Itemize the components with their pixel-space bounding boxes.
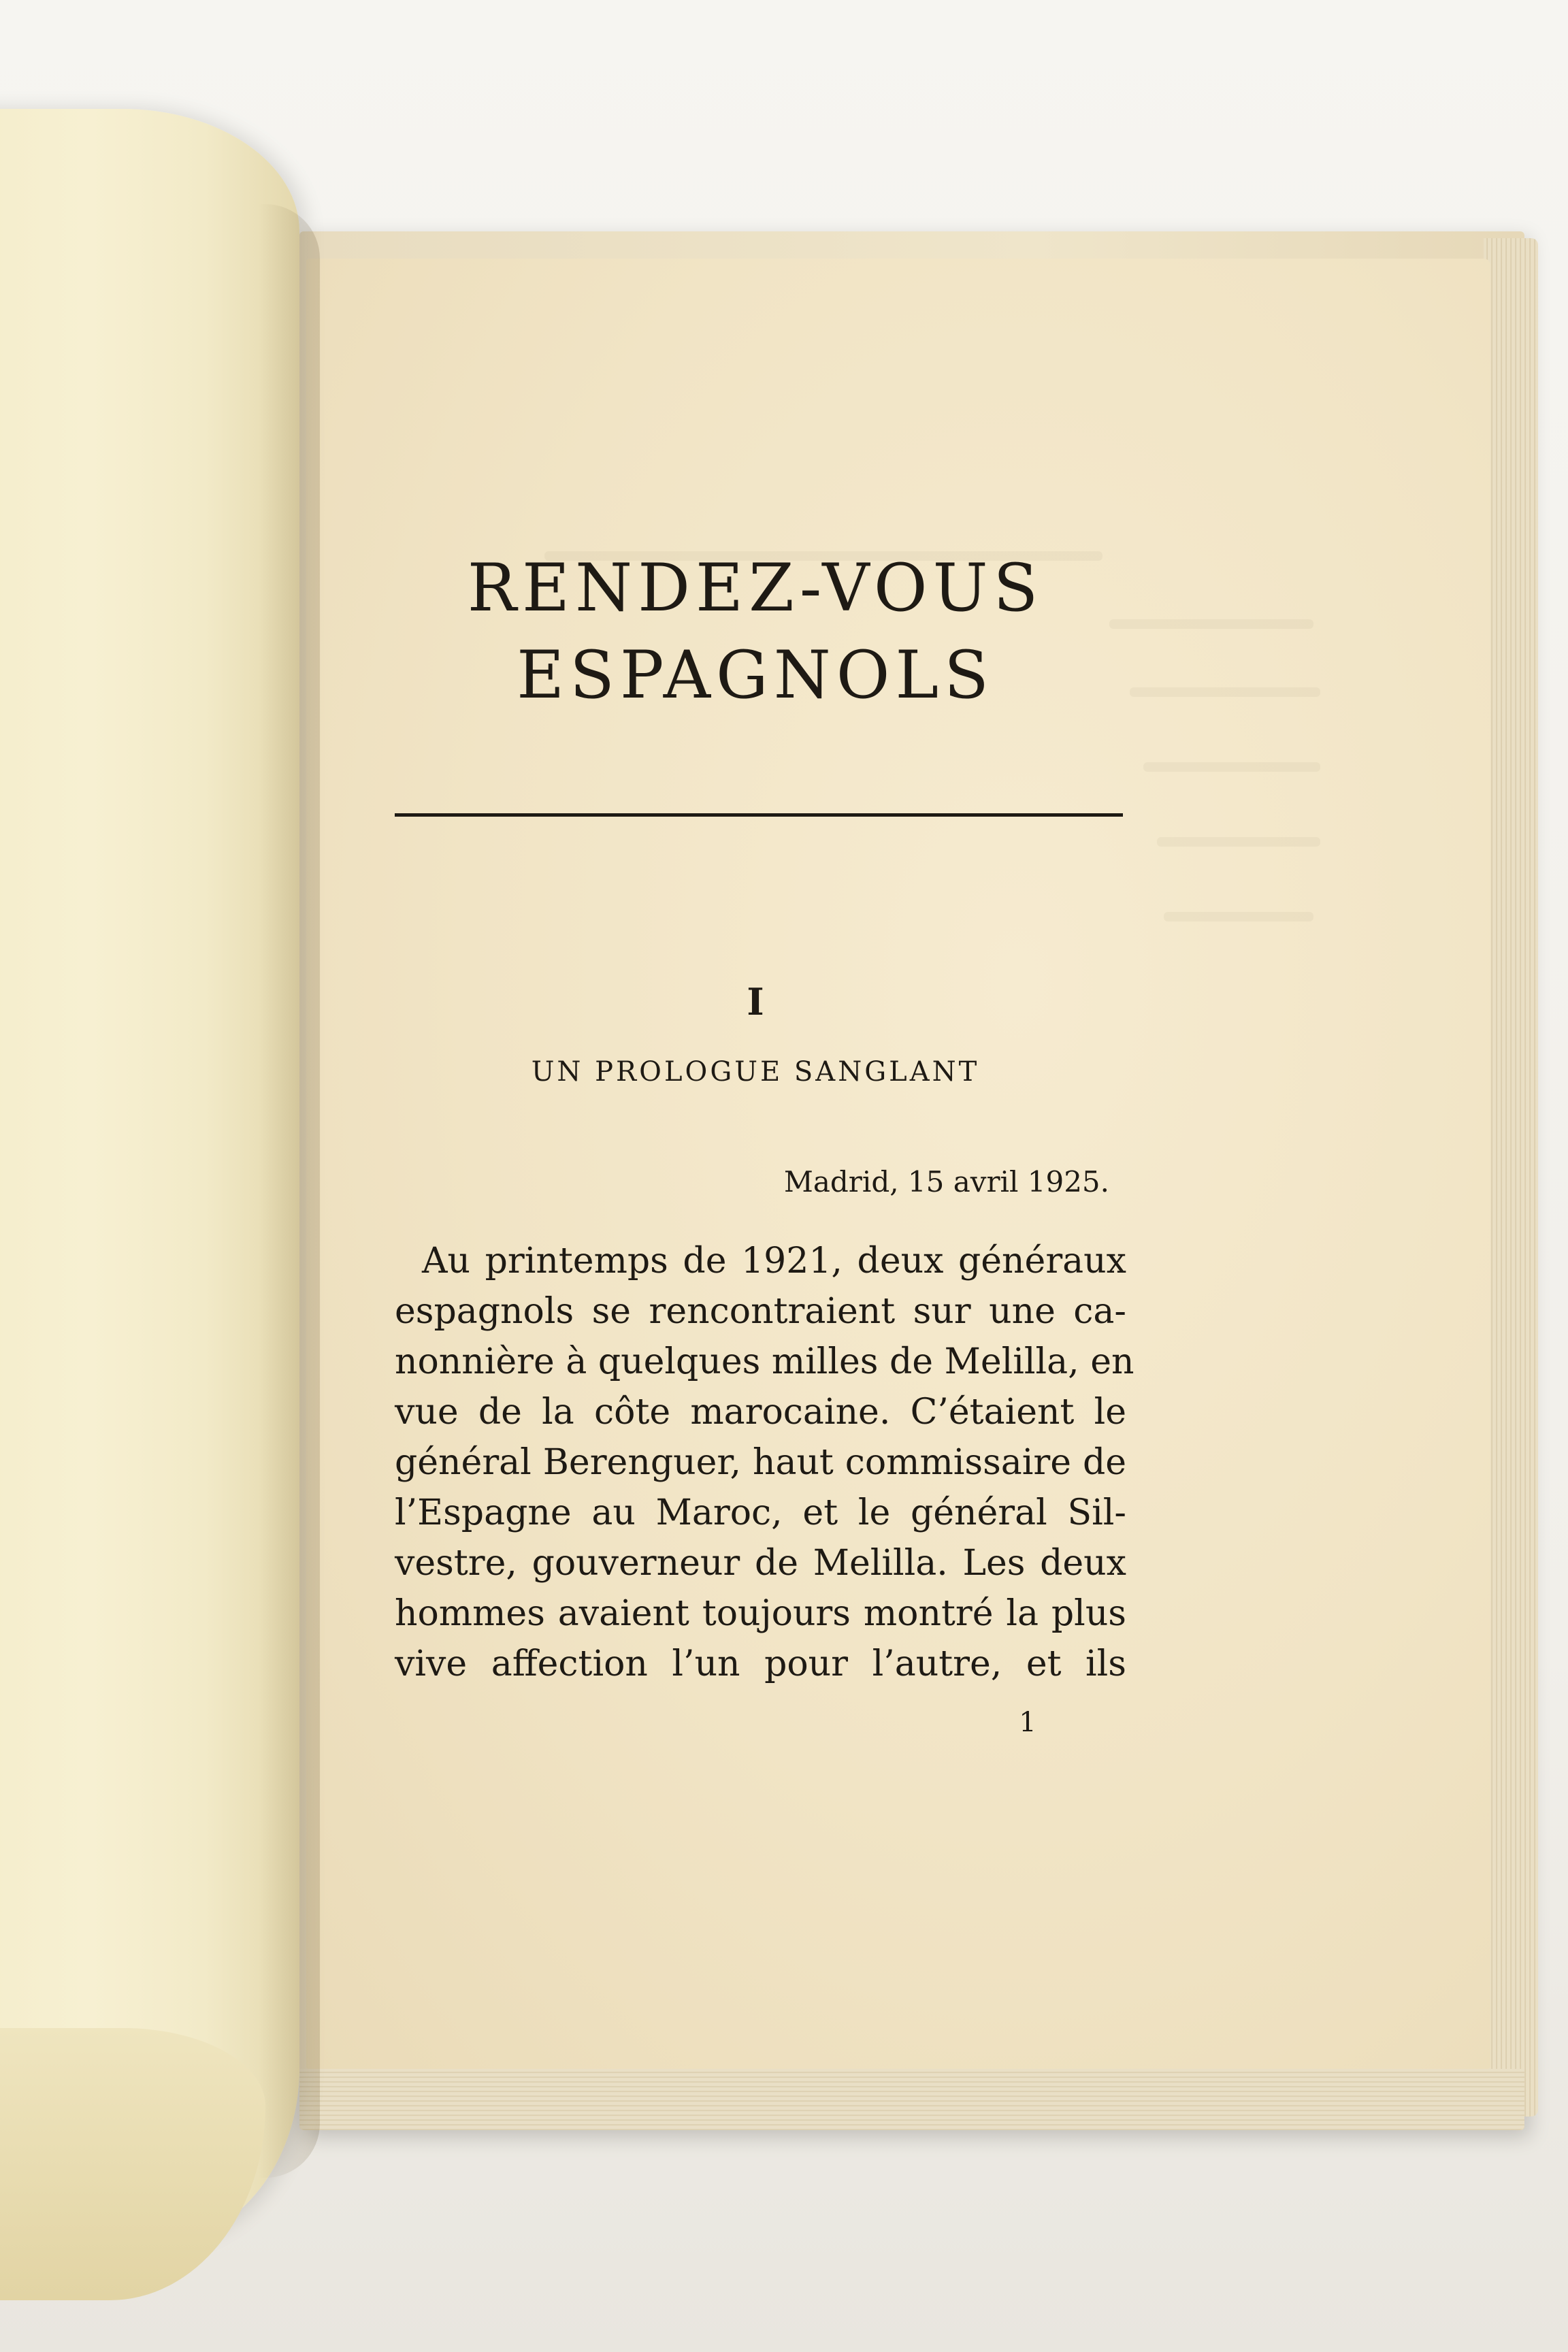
body-line: vestre, gouverneur de Melilla. Les deux: [395, 1543, 1126, 1584]
body-line: l’Espagne au Maroc, et le général Sil-: [395, 1492, 1126, 1533]
page-edges-bottom: [299, 2069, 1524, 2130]
body-line: général Berenguer, haut commissaire de: [395, 1442, 1126, 1483]
chapter-title: UN PROLOGUE SANGLANT: [531, 1056, 980, 1088]
body-line: nonnière à quelques milles de Melilla, en: [395, 1341, 1134, 1382]
title-rule: [395, 813, 1123, 817]
right-page: [306, 259, 1490, 2069]
body-line: Au printemps de 1921, deux généraux: [422, 1241, 1126, 1281]
body-line: hommes avaient toujours montré la plus: [395, 1593, 1126, 1634]
title-line-1: RENDEZ-VOUS: [467, 550, 1044, 626]
body-line: vue de la côte marocaine. C’étaient le: [395, 1392, 1126, 1433]
page-edges-right: [1484, 238, 1538, 2117]
show-through-texture: [306, 259, 1490, 2069]
body-paragraph: [395, 1236, 1134, 1689]
left-page-shadow: [259, 204, 320, 2178]
chapter-number: I: [747, 980, 764, 1024]
dateline: Madrid, 15 avril 1925.: [783, 1165, 1109, 1198]
body-line: espagnols se rencontraient sur une ca-: [395, 1291, 1126, 1332]
body-line: vive affection l’un pour l’autre, et ils: [395, 1644, 1126, 1684]
left-page-curl: [0, 109, 299, 2246]
title-line-2: ESPAGNOLS: [517, 637, 994, 713]
book-title: [388, 544, 1123, 719]
page-number: 1: [1019, 1707, 1036, 1738]
